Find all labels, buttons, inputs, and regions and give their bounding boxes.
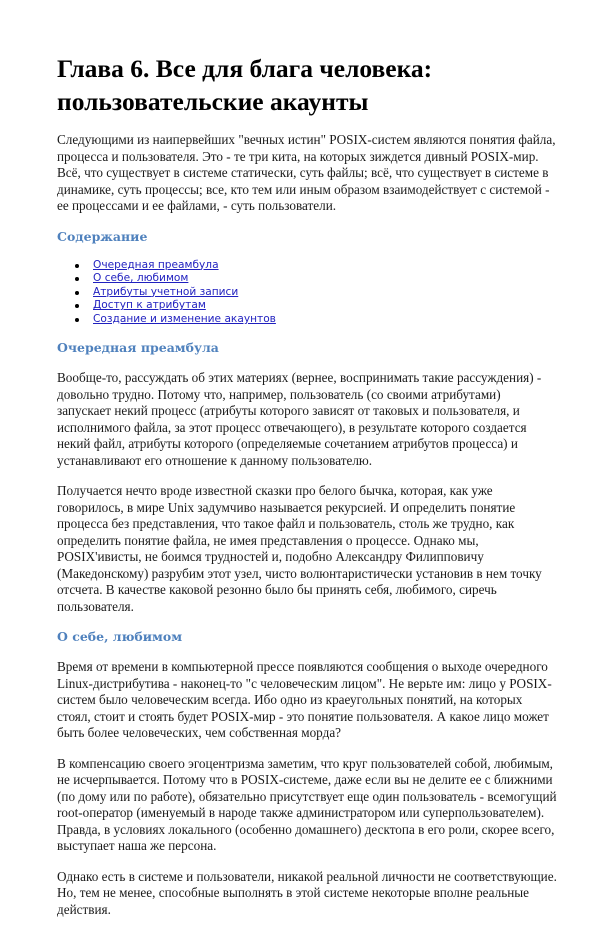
bullet-icon: [75, 291, 79, 295]
page-title: Глава 6. Все для блага человека: пользовательские акаунты: [57, 54, 433, 116]
toc-item: [75, 299, 557, 313]
toc-link-attribute-access[interactable]: Доступ к атрибутам: [93, 299, 206, 312]
toc-item: [75, 313, 557, 327]
table-of-contents: [57, 259, 557, 327]
bullet-icon: [75, 264, 79, 268]
toc-item: [75, 286, 557, 300]
toc-item: [75, 259, 557, 273]
section-heading-preamble: Очередная преамбула: [57, 340, 219, 356]
bullet-icon: [75, 304, 79, 308]
toc-link-preamble[interactable]: Очередная преамбула: [93, 258, 219, 271]
bullet-icon: [75, 277, 79, 281]
body-paragraph: Однако есть в системе и пользователи, никакой реальной личности не соответствующие. Но, тем не менее, способные выполнять в этой системе некоторые вполне реальные действия.: [57, 868, 557, 917]
body-paragraph: Получается нечто вроде известной сказки про белого бычка, которая, как уже говорилось, в мире Unix задумчиво называется рекурсией. И определить понятие процесса без представления, что такое файл и пользователь, столь же трудно, как определить понятие файла, не имея представления о процессе. Однако мы, POSIX'ивисты, не боимся трудностей и, подобно Александру Филипповичу (Македонскому) разрубим этот узел, чисто волюнтаристически установив в нем точку отсчета. В качестве каковой резонно было бы принять себя, любимого, сиречь пользователя.: [57, 483, 542, 614]
toc-link-about-self[interactable]: О себе, любимом: [93, 272, 189, 285]
bullet-icon: [75, 318, 79, 322]
toc-item: [75, 272, 557, 286]
toc-link-account-attributes[interactable]: Атрибуты учетной записи: [93, 285, 239, 298]
toc-heading: Содержание: [57, 228, 148, 244]
toc-link-create-accounts[interactable]: Создание и изменение акаунтов: [93, 312, 276, 325]
body-paragraph: В компенсацию своего эгоцентризма заметим, что круг пользователей собой, любимым, не исчерпывается. Потому что в POSIX-системе, даже если вы не делите ее с ближними (по дому или по работе), обязательно присутствует еще один пользователь - всемогущий root-оператор (именуемый в народе также администратором или суперпользователем). Правда, в условиях локального (особенно домашнего) десктопа в его роли, скорее всего, выступает наша же персона.: [57, 755, 557, 854]
section-heading-about-self: О себе, любимом: [57, 629, 183, 645]
body-paragraph: Вообще-то, рассуждать об этих материях (вернее, воспринимать такие рассуждения) - довольно трудно. Потому что, например, пользователь (со своими атрибутами) запускает некий процесс (атрибуты которого зависят от таковых и пользователя, и исполнимого файла, за этот процесс отвечающего), в результате которого создается некий файл, атрибуты которого (определяемые сочетанием атрибутов процесса) и устанавливают его отношение к данному пользователю.: [57, 370, 542, 468]
document-page: [57, 52, 557, 932]
intro-paragraph: Следующими из наипервейших "вечных истин" POSIX-систем являются понятия файла, процесса и пользователя. Это - те три кита, на которых зиждется дивный POSIX-мир. Всё, что существует в системе статически, суть файлы; всё, что существует в системе в динамике, суть процессы; все, кто тем или иным образом взаимодействует с системой - ее процессами и ее файлами, - суть пользователи.: [57, 132, 556, 213]
body-paragraph: Время от времени в компьютерной прессе появляются сообщения о выходе очередного Linux-дистрибутива - наконец-то "с человеческим лицом". Не верьте им: лицо у POSIX-систем было человеческим всегда. Ибо одно из краеугольных понятий, на которых стоял, стоит и стоять будет POSIX-мир - это понятие пользователя. А какое лицо может быть более человеческих, чем собственная морда?: [57, 659, 552, 741]
